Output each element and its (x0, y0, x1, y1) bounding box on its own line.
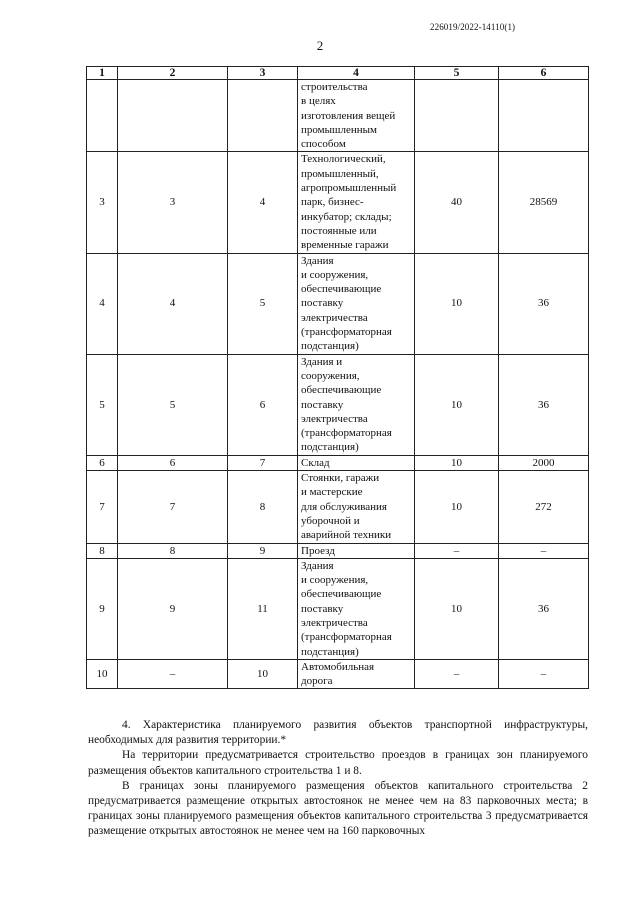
table-cell: Склад (298, 455, 415, 470)
table-cell (415, 80, 499, 152)
header-cell: 4 (298, 67, 415, 80)
table-cell: 36 (499, 253, 589, 354)
object-table (86, 66, 589, 689)
table-cell: 10 (415, 471, 499, 543)
table-cell (499, 80, 589, 152)
table-row (87, 455, 589, 470)
paragraph: На территории предусматривается строительство проездов в границах зон планируемого размещения объектов капитального строительства 1 и 8. (88, 749, 588, 777)
table-cell: Здания и сооружения, обеспечивающие поставку электричества (трансформаторная подстанция) (298, 354, 415, 455)
table-row (87, 558, 589, 659)
table-cell: Проезд (298, 543, 415, 558)
table-row (87, 80, 589, 152)
table-cell: 4 (87, 253, 118, 354)
table-cell: 36 (499, 354, 589, 455)
table-cell: 3 (87, 152, 118, 253)
header-cell: 6 (499, 67, 589, 80)
table-cell: – (415, 543, 499, 558)
table-cell: 8 (87, 543, 118, 558)
table-cell: 10 (87, 659, 118, 689)
section-heading-paragraph: 4. Характеристика планируемого развития объектов транспортной инфраструктуры, необходимых для развития территории.* (88, 719, 588, 747)
table-cell: 7 (228, 455, 298, 470)
header-cell: 1 (87, 67, 118, 80)
header-cell: 2 (118, 67, 228, 80)
table-cell: 11 (228, 558, 298, 659)
table-cell: 36 (499, 558, 589, 659)
table-cell: Стоянки, гаражи и мастерские для обслуживания уборочной и аварийной техники (298, 471, 415, 543)
table-cell: 28569 (499, 152, 589, 253)
table-header-row (87, 67, 589, 80)
table-cell: 7 (87, 471, 118, 543)
table-row (87, 543, 589, 558)
table-cell: 10 (415, 455, 499, 470)
table-cell: 40 (415, 152, 499, 253)
table-cell: 5 (118, 354, 228, 455)
table-cell: 2000 (499, 455, 589, 470)
table-row (87, 253, 589, 354)
table-cell: Автомобильная дорога (298, 659, 415, 689)
section-text (88, 718, 588, 840)
table-cell: – (499, 543, 589, 558)
table-cell: – (118, 659, 228, 689)
table-cell: – (499, 659, 589, 689)
table-cell: 3 (118, 152, 228, 253)
table-cell: строительства в целях изготовления вещей промышленным способом (298, 80, 415, 152)
table-cell: 8 (118, 543, 228, 558)
table-cell (118, 80, 228, 152)
table-row (87, 354, 589, 455)
table-cell: 6 (228, 354, 298, 455)
page-number: 2 (316, 38, 324, 53)
table-row (87, 152, 589, 253)
table-cell: – (415, 659, 499, 689)
table-cell: 10 (415, 558, 499, 659)
table-cell: 7 (118, 471, 228, 543)
document-number: 226019/2022-14110(1) (430, 22, 516, 32)
table-cell (87, 80, 118, 152)
table-cell: 4 (228, 152, 298, 253)
table-cell: 10 (415, 354, 499, 455)
table-cell: 6 (87, 455, 118, 470)
table-cell: Здания и сооружения, обеспечивающие поставку электричества (трансформаторная подстанция) (298, 253, 415, 354)
table-cell: 5 (87, 354, 118, 455)
table-cell: 10 (415, 253, 499, 354)
table-cell: 10 (228, 659, 298, 689)
header-cell: 5 (415, 67, 499, 80)
table-row (87, 659, 589, 689)
table-cell: 9 (118, 558, 228, 659)
table-cell: 272 (499, 471, 589, 543)
table-cell: Здания и сооружения, обеспечивающие поставку электричества (трансформаторная подстанция) (298, 558, 415, 659)
header-cell: 3 (228, 67, 298, 80)
table-cell: Технологический, промышленный, агропромышленный парк, бизнес- инкубатор; склады; постоянные или временные гаражи (298, 152, 415, 253)
table-cell: 9 (228, 543, 298, 558)
table-cell: 4 (118, 253, 228, 354)
table-cell (228, 80, 298, 152)
table-cell: 8 (228, 471, 298, 543)
table-row (87, 471, 589, 543)
table-cell: 5 (228, 253, 298, 354)
paragraph: В границах зоны планируемого размещения объектов капитального строительства 2 предусматривается размещение открытых автостоянок не менее чем на 83 парковочных места; в границах зоны планируемого размещения объектов капитального строительства 3 предусматривается размещение открытых автостоянок не менее чем на 160 парковочных (88, 779, 588, 838)
table-cell: 6 (118, 455, 228, 470)
table-cell: 9 (87, 558, 118, 659)
